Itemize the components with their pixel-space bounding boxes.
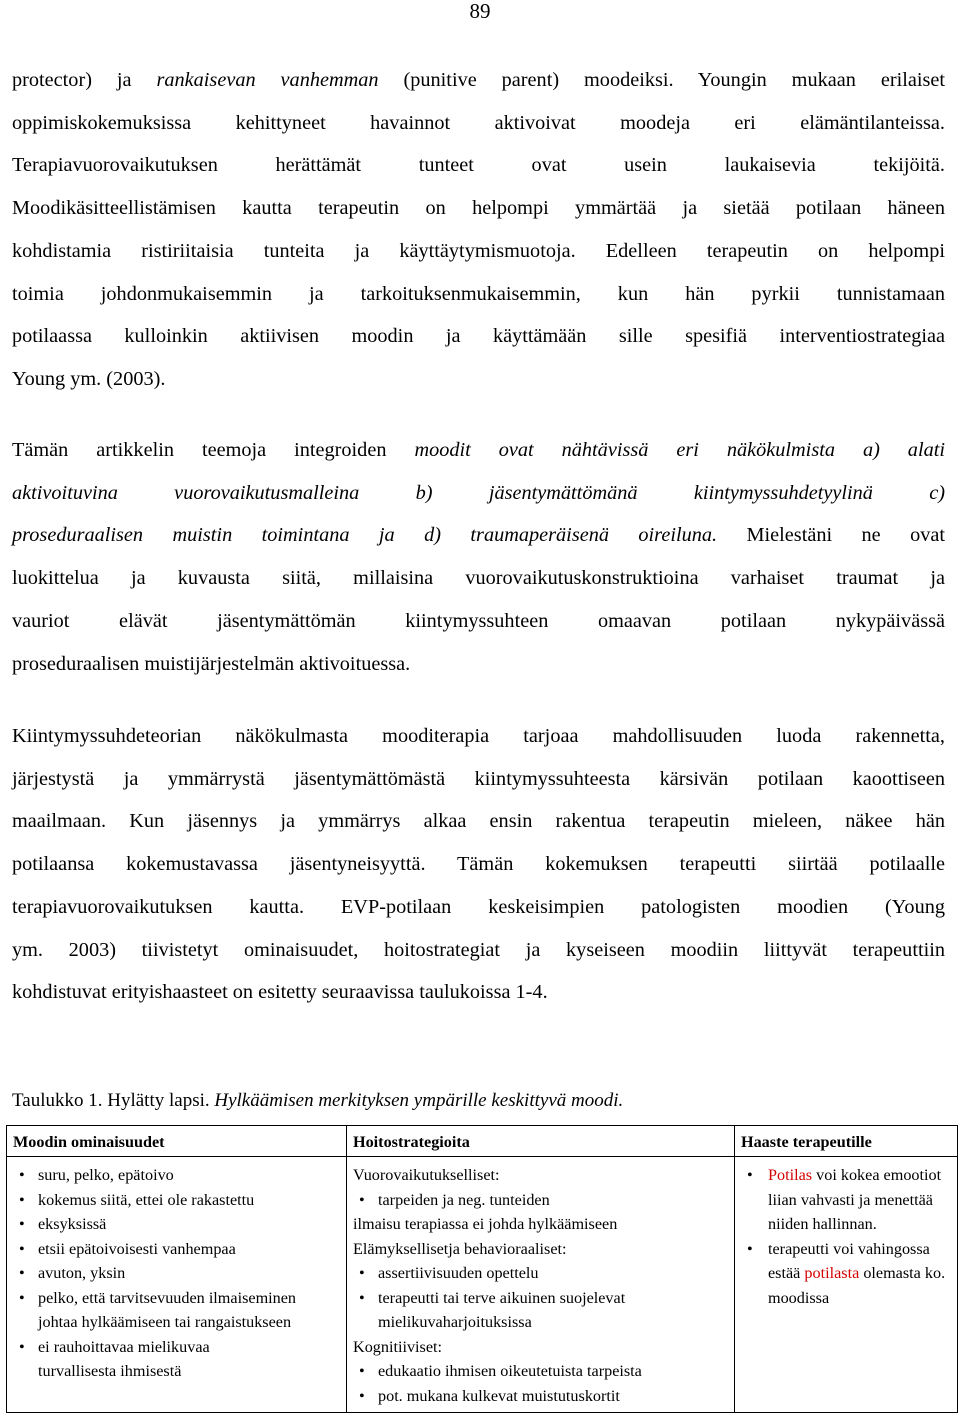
list-item: • tarpeiden ja neg. tunteiden	[353, 1188, 728, 1213]
paragraph-modes-intro: protector) ja rankaisevan vanhemman (punitive parent) moodeiksi. Youngin mukaan erilaiset oppimiskokemuksissa kehittyneet havainnot aktivoivat moodeja eri elämäntilanteissa. Terapiavuorovaikutuksen herättämät tunteet ovat usein laukaisevia tekijöitä. Moodikäsitteellistämisen kautta terapeutin on helpompi ymmärtää ja sietää potilaan häneen kohdistamia ristiriitaisia tunteita ja käyttäytymismuotoja. Edelleen terapeutin on helpompi toimia johdonmukaisemmin ja tarkoituksenmukaisemmin, kun hän pyrkii tunnistamaan potilaassa kulloinkin aktiivisen moodin ja käyttämään sille spesifiä interventiostrategiaa Young ym. (2003).	[12, 69, 946, 390]
list-item: • etsii epätoivoisesti vanhempaa	[13, 1237, 340, 1262]
table-caption-title: Hylkäämisen merkityksen ympärille keskittyvä moodi.	[214, 1090, 624, 1111]
highlight-text: potilasta	[804, 1264, 860, 1282]
highlight-text: Potilas	[768, 1166, 813, 1184]
paragraph-modes-perspectives: Tämän artikkelin teemoja integroiden moodit ovat nähtävissä eri näkökulmista a) alati aktivoituvina vuorovaikutusmalleina b) jäsentymättömänä kiintymyssuhdetyylinä c) proseduraalisen muistin toimintana ja d) traumaperäisenä oireiluna. Mielestäni ne ovat luokittelua ja kuvausta siitä, millaisina vuorovaikutuskonstruktioina varhaiset traumat ja vauriot elävät jäsentymättömän kiintymyssuhteen omaavan potilaan nykypäivässä proseduraalisen muistijärjestelmän aktivoituessa.	[12, 439, 945, 675]
list-item: • assertiivisuuden opettelu	[353, 1261, 728, 1286]
bullet-icon: •	[19, 1264, 25, 1282]
bullet-icon: •	[359, 1288, 365, 1307]
strategy-heading-cognitive: Kognitiiviset:	[353, 1337, 443, 1356]
bullet-icon: •	[19, 1166, 25, 1184]
bullet-icon: •	[19, 1215, 25, 1233]
bullet-icon: •	[359, 1362, 365, 1380]
list-item: • Potilas voi kokea emootiot liian vahvasti ja menettää niiden hallinnan.	[741, 1163, 951, 1237]
cell-therapist-challenge	[735, 1157, 958, 1413]
page-number: 89	[469, 0, 491, 23]
bullet-icon: •	[359, 1190, 365, 1209]
cell-treatment-strategies	[347, 1157, 735, 1413]
bullet-icon: •	[19, 1288, 25, 1307]
list-item: • ei rauhoittavaa mielikuvaa turvallisesta ihmisestä	[13, 1335, 340, 1384]
list-item: • kokemus siitä, ettei ole rakastettu	[13, 1188, 340, 1213]
mode-table	[6, 1125, 958, 1413]
header-therapist-challenge: Haaste terapeutille	[735, 1126, 958, 1157]
strategy-heading-interactional: Vuorovaikutukselliset:	[353, 1166, 500, 1184]
bullet-icon: •	[19, 1190, 25, 1209]
table-caption-label: Taulukko 1. Hylätty lapsi.	[12, 1090, 215, 1111]
list-item: • pot. mukana kulkevat muistutuskortit	[353, 1384, 728, 1409]
bullet-icon: •	[19, 1337, 25, 1356]
header-mode-features: Moodin ominaisuudet	[7, 1126, 347, 1157]
list-item: • pelko, että tarvitsevuuden ilmaiseminen johtaa hylkäämiseen tai rangaistukseen	[13, 1286, 340, 1335]
strategy-continuation: ilmaisu terapiassa ei johda hylkäämiseen	[353, 1215, 618, 1233]
table-row	[7, 1157, 958, 1413]
bullet-icon: •	[19, 1239, 25, 1258]
cell-mode-features	[7, 1157, 347, 1413]
list-item: • suru, pelko, epätoivo	[13, 1163, 340, 1188]
list-item: • edukaatio ihmisen oikeutetuista tarpeista	[353, 1359, 728, 1384]
bullet-icon: •	[747, 1239, 753, 1258]
bullet-icon: •	[359, 1264, 365, 1282]
bullet-icon: •	[747, 1166, 753, 1184]
table-caption	[12, 1088, 623, 1114]
list-item: • terapeutti tai terve aikuinen suojelevat mielikuvaharjoituksissa	[353, 1286, 728, 1335]
list-item: • eksyksissä	[13, 1212, 340, 1237]
bullet-icon: •	[359, 1386, 365, 1405]
list-item: • terapeutti voi vahingossa estää potilasta olemasta ko. moodissa	[741, 1237, 951, 1311]
strategy-heading-experiential: Elämyksellisetja behavioraaliset:	[353, 1239, 567, 1258]
header-treatment-strategies: Hoitostrategioita	[347, 1126, 735, 1157]
list-item: • avuton, yksin	[13, 1261, 340, 1286]
paragraph-attachment-theory: Kiintymyssuhdeteorian näkökulmasta mooditerapia tarjoaa mahdollisuuden luoda rakennetta, järjestystä ja ymmärrystä jäsentymättömästä kiintymyssuhteesta kärsivän potilaan kaoottiseen maailmaan. Kun jäsennys ja ymmärrys alkaa ensin rakentua terapeutin mieleen, näkee hän potilaansa kokemustavassa jäsentyneisyyttä. Tämän kokemuksen terapeutti siirtää potilaalle terapiavuorovaikutuksen kautta. EVP-potilaan keskeisimpien patologisten moodien (Young ym. 2003) tiivistetyt ominaisuudet, hoitostrategiat ja kyseiseen moodiin liittyvät terapeuttiin kohdistuvat erityishaasteet on esitetty seuraavissa taulukoissa 1-4.	[12, 725, 945, 1004]
table-header-row	[7, 1126, 958, 1157]
